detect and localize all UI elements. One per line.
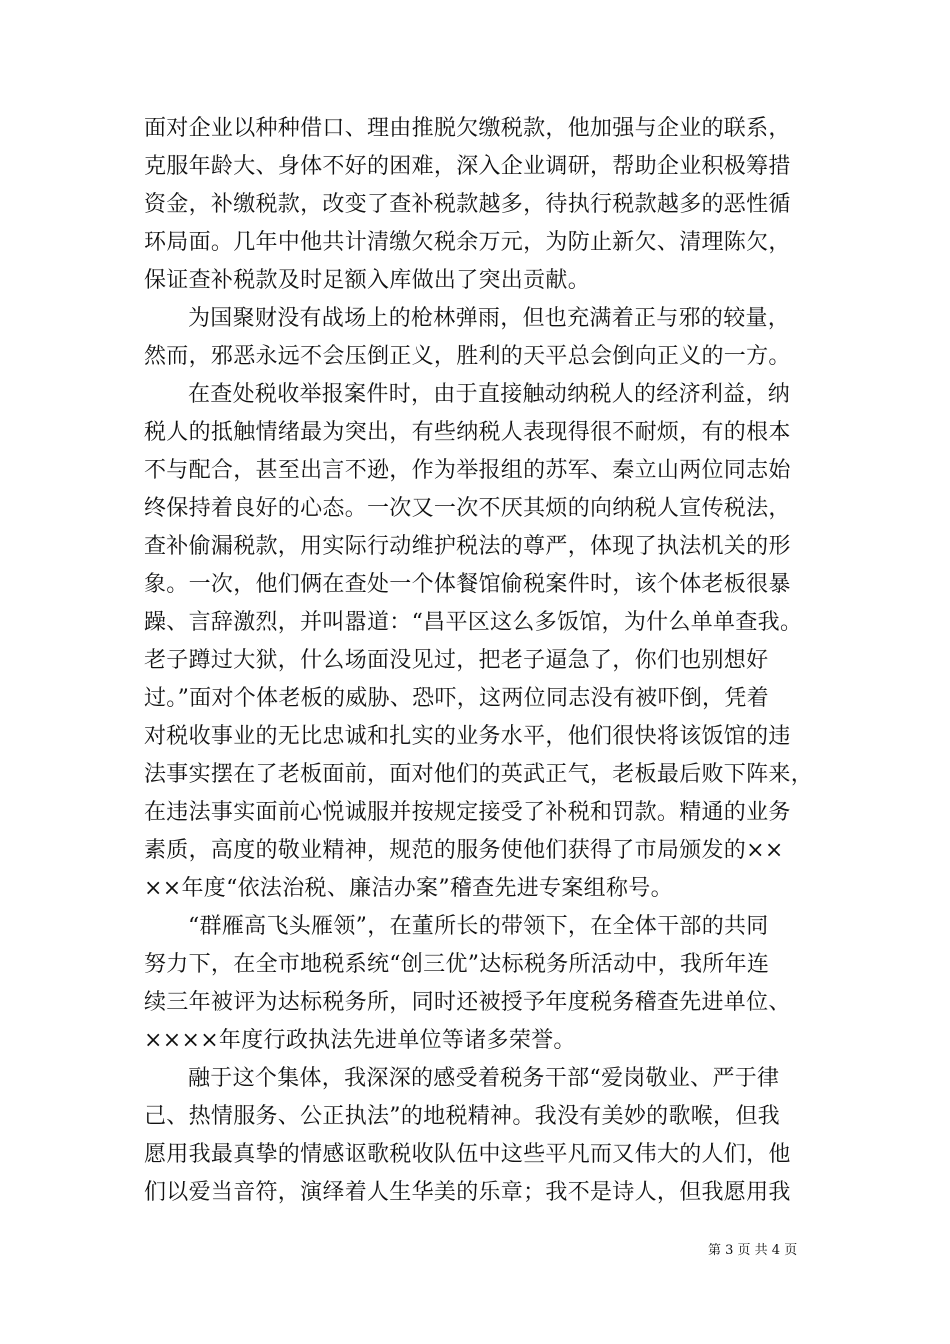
- text-line: 查补偷漏税款，用实际行动维护税法的尊严，体现了执法机关的形: [144, 534, 791, 559]
- text-line: “群雁高飞头雁领”，在董所长的带领下，在全体干部的共同: [188, 914, 769, 939]
- text-line: 法事实摆在了老板面前，面对他们的英武正气，老板最后败下阵来，: [144, 762, 814, 787]
- text-line: 不与配合，甚至出言不逊，作为举报组的苏军、秦立山两位同志始: [144, 458, 791, 483]
- text-line: 续三年被评为达标税务所，同时还被授予年度税务稽查先进单位、: [144, 990, 791, 1015]
- text-line: 然而，邪恶永远不会压倒正义，胜利的天平总会倒向正义的一方。: [144, 344, 791, 369]
- text-line: 面对企业以种种借口、理由推脱欠缴税款，他加强与企业的联系，: [144, 116, 791, 141]
- text-line: 终保持着良好的心态。一次又一次不厌其烦的向纳税人宣传税法，: [144, 496, 791, 521]
- text-line: 在查处税收举报案件时，由于直接触动纳税人的经济利益，纳: [188, 382, 791, 407]
- text-line: 过。”面对个体老板的威胁、恐吓，这两位同志没有被吓倒，凭着: [144, 686, 769, 711]
- text-line: 象。一次，他们俩在查处一个体餐馆偷税案件时，该个体老板很暴: [144, 572, 791, 597]
- text-line: 在违法事实面前心悦诚服并按规定接受了补税和罚款。精通的业务: [144, 800, 791, 825]
- text-line: 愿用我最真挚的情感讴歌税收队伍中这些平凡而又伟大的人们，他: [144, 1142, 791, 1167]
- text-line: 资金，补缴税款，改变了查补税款越多，待执行税款越多的恶性循: [144, 192, 791, 217]
- text-line: 躁、言辞激烈，并叫嚣道：“昌平区这么多饭馆，为什么单单查我。: [144, 610, 803, 635]
- text-line: 努力下，在全市地税系统“创三优”达标税务所活动中，我所年连: [144, 952, 770, 977]
- text-line: 保证查补税款及时足额入库做出了突出贡献。: [144, 268, 591, 293]
- text-line: ××年度“依法治税、廉洁办案”稽查先进专案组称号。: [144, 876, 673, 901]
- text-line: 克服年龄大、身体不好的困难，深入企业调研，帮助企业积极筹措: [144, 154, 791, 179]
- text-line: 融于这个集体，我深深的感受着税务干部“爱岗敬业、严于律: [188, 1066, 780, 1091]
- text-line: 环局面。几年中他共计清缴欠税余万元，为防止新欠、清理陈欠，: [144, 230, 791, 255]
- text-line: 己、热情服务、公正执法”的地税精神。我没有美妙的歌喉，但我: [144, 1104, 780, 1129]
- text-line: 对税收事业的无比忠诚和扎实的业务水平，他们很快将该饭馆的违: [144, 724, 791, 749]
- text-line: 们以爱当音符，演绎着人生华美的乐章；我不是诗人，但我愿用我: [144, 1180, 791, 1205]
- text-line: 老子蹲过大狱，什么场面没见过，把老子逼急了，你们也别想好: [144, 648, 769, 673]
- text-line: 素质，高度的敬业精神，规范的服务使他们获得了市局颁发的××: [144, 838, 784, 863]
- text-line: ××××年度行政执法先进单位等诸多荣誉。: [144, 1028, 576, 1053]
- text-line: 税人的抵触情绪最为突出，有些纳税人表现得很不耐烦，有的根本: [144, 420, 791, 445]
- text-line: 为国聚财没有战场上的枪林弹雨，但也充满着正与邪的较量，: [188, 306, 791, 331]
- page-number-footer: 第 3 页 共 4 页: [708, 1243, 798, 1258]
